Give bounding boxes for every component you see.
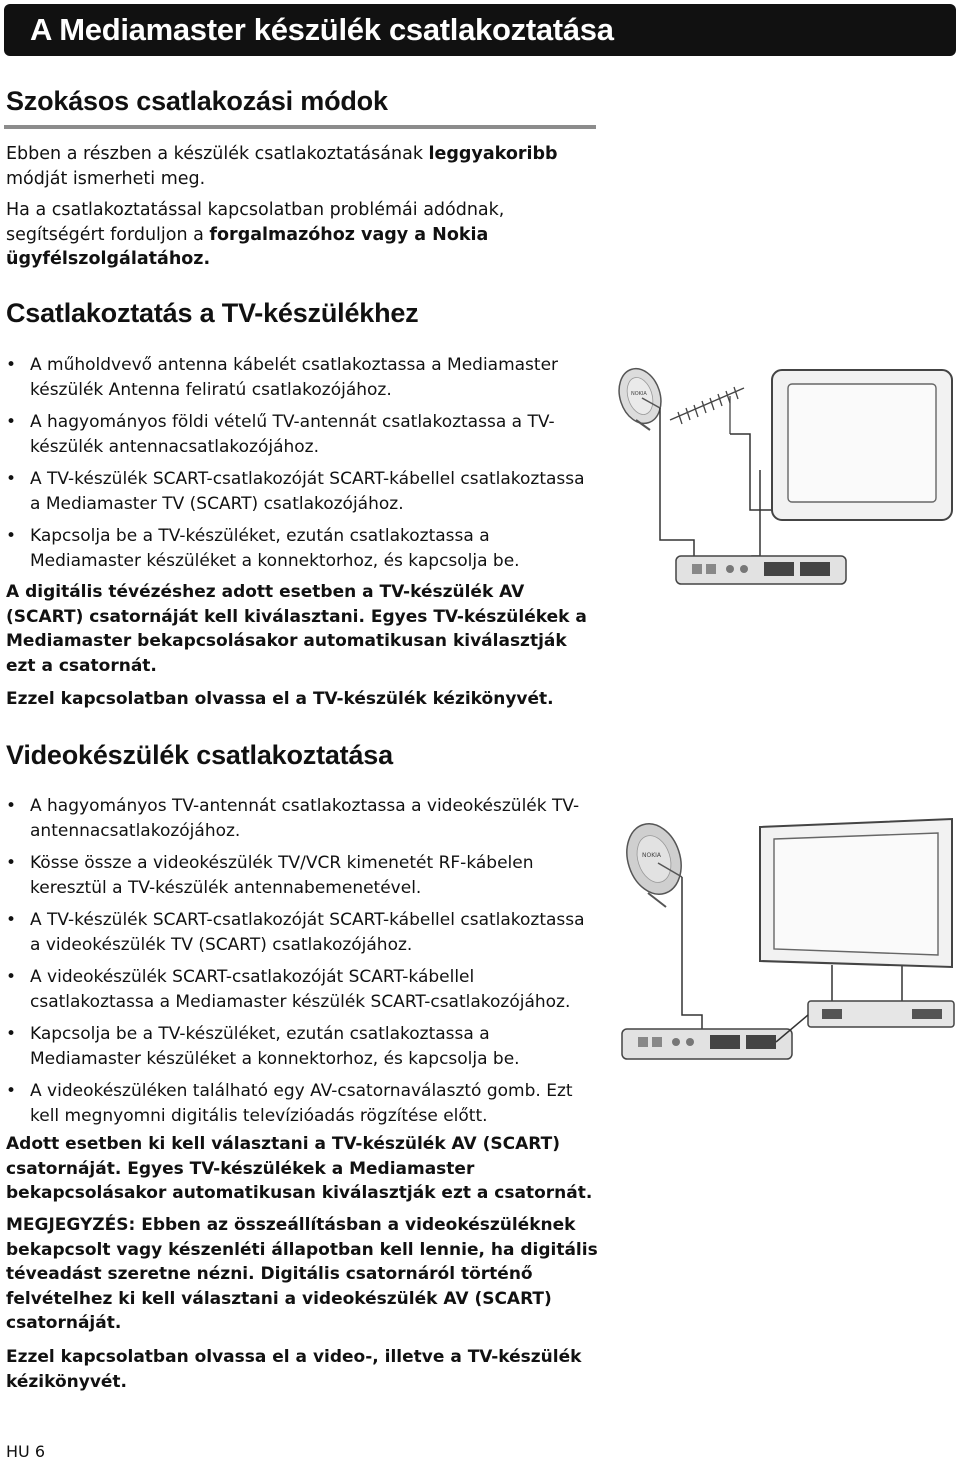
section-heading-common-connections: Szokásos csatlakozási módok: [6, 86, 388, 116]
list-item: • Kapcsolja be a TV-készüléket, ezután csatlakoztassa a Mediamaster készüléket a konnektorhoz, és kapcsolja be.: [4, 524, 600, 573]
vcr-connection-steps: [4, 794, 600, 1136]
tv-set-icon: [760, 819, 952, 967]
svg-text:NOKIA: NOKIA: [631, 391, 647, 397]
list-item: • Kösse össze a videokészülék TV/VCR kimenetét RF-kábelen keresztül a TV-készülék antennabemenetével.: [4, 851, 600, 900]
section-heading-vcr-connection: Videokészülék csatlakoztatása: [6, 740, 393, 770]
list-item: • A videokészülék SCART-csatlakozóját SCART-kábellel csatlakoztassa a Mediamaster készülék SCART-csatlakozójához.: [4, 965, 600, 1014]
tv-antenna-icon: [670, 387, 744, 434]
tv-connection-diagram: [612, 360, 958, 600]
list-item: • A hagyományos földi vételű TV-antennát csatlakoztassa a TV-készülék antennacsatlakozójához.: [4, 410, 600, 459]
list-item: • A TV-készülék SCART-csatlakozóját SCART-kábellel csatlakoztassa a Mediamaster TV (SCART) csatlakozójához.: [4, 467, 600, 516]
page-number: HU 6: [6, 1442, 46, 1461]
tv-channel-note: A digitális tévézéshez adott esetben a TV-készülék AV (SCART) csatornáját kell kiválasztani. Egyes TV-készülékek a Mediamaster bekapcsolásakor automatikusan kiválasztják ezt a csatornát.: [6, 582, 587, 676]
list-item: • Kapcsolja be a TV-készüléket, ezután csatlakoztassa a Mediamaster készüléket a konnektorhoz, és kapcsolja be.: [4, 1022, 600, 1071]
intro-paragraph-1: Ebben a részben a készülék csatlakoztatásának leggyakoribb módját ismerheti meg.: [6, 144, 558, 189]
satellite-dish-icon: [618, 817, 690, 907]
page-title: A Mediamaster készülék csatlakoztatása: [30, 12, 614, 47]
vcr-channel-note: Adott esetben ki kell választani a TV-készülék AV (SCART) csatornáját. Egyes TV-készülékek a Mediamaster bekapcsolásakor automatikusan kiválasztják ezt a csatornát.: [6, 1134, 593, 1203]
tv-connection-steps: [4, 353, 600, 581]
mediamaster-receiver-icon: [622, 1029, 792, 1059]
vcr-standby-note: MEGJEGYZÉS: Ebben az összeállításban a videokészüléknek bekapcsolt vagy készenléti állapotban kell lennie, ha digitális téveadást szeretne nézni. Digitális csatornáról történő felvételhez ki kell választani a videokészülék AV (SCART) csatornáját.: [6, 1215, 598, 1333]
section-heading-tv-connection: Csatlakoztatás a TV-készülékhez: [6, 298, 419, 328]
vcr-icon: [808, 1001, 954, 1027]
vcr-connection-diagram: [612, 815, 958, 1085]
list-item: • A hagyományos TV-antennát csatlakoztassa a videokészülék TV-antennacsatlakozójához.: [4, 794, 600, 843]
tv-set-icon: [772, 370, 952, 520]
vcr-manual-note: Ezzel kapcsolatban olvassa el a video-, illetve a TV-készülék kézikönyvét.: [6, 1347, 582, 1392]
list-item: • A videokészüléken található egy AV-csatornaválasztó gomb. Ezt kell megnyomni digitális televízióadás rögzítése előtt.: [4, 1079, 600, 1128]
svg-text:NOKIA: NOKIA: [642, 852, 662, 859]
section-divider: [4, 125, 596, 129]
list-item: • A műholdvevő antenna kábelét csatlakoztassa a Mediamaster készülék Antenna feliratú csatlakozójához.: [4, 353, 600, 402]
intro-paragraph-2: Ha a csatlakoztatással kapcsolatban problémái adódnak, segítségért forduljon a forgalmazóhoz vagy a Nokia ügyfélszolgálatához.: [6, 200, 505, 269]
tv-manual-note: Ezzel kapcsolatban olvassa el a TV-készülék kézikönyvét.: [6, 689, 554, 709]
list-item: • A TV-készülék SCART-csatlakozóját SCART-kábellel csatlakoztassa a videokészülék TV (SCART) csatlakozójához.: [4, 908, 600, 957]
page-title-bar: [4, 4, 956, 56]
mediamaster-receiver-icon: [676, 556, 846, 584]
connection-cables: [660, 408, 774, 566]
